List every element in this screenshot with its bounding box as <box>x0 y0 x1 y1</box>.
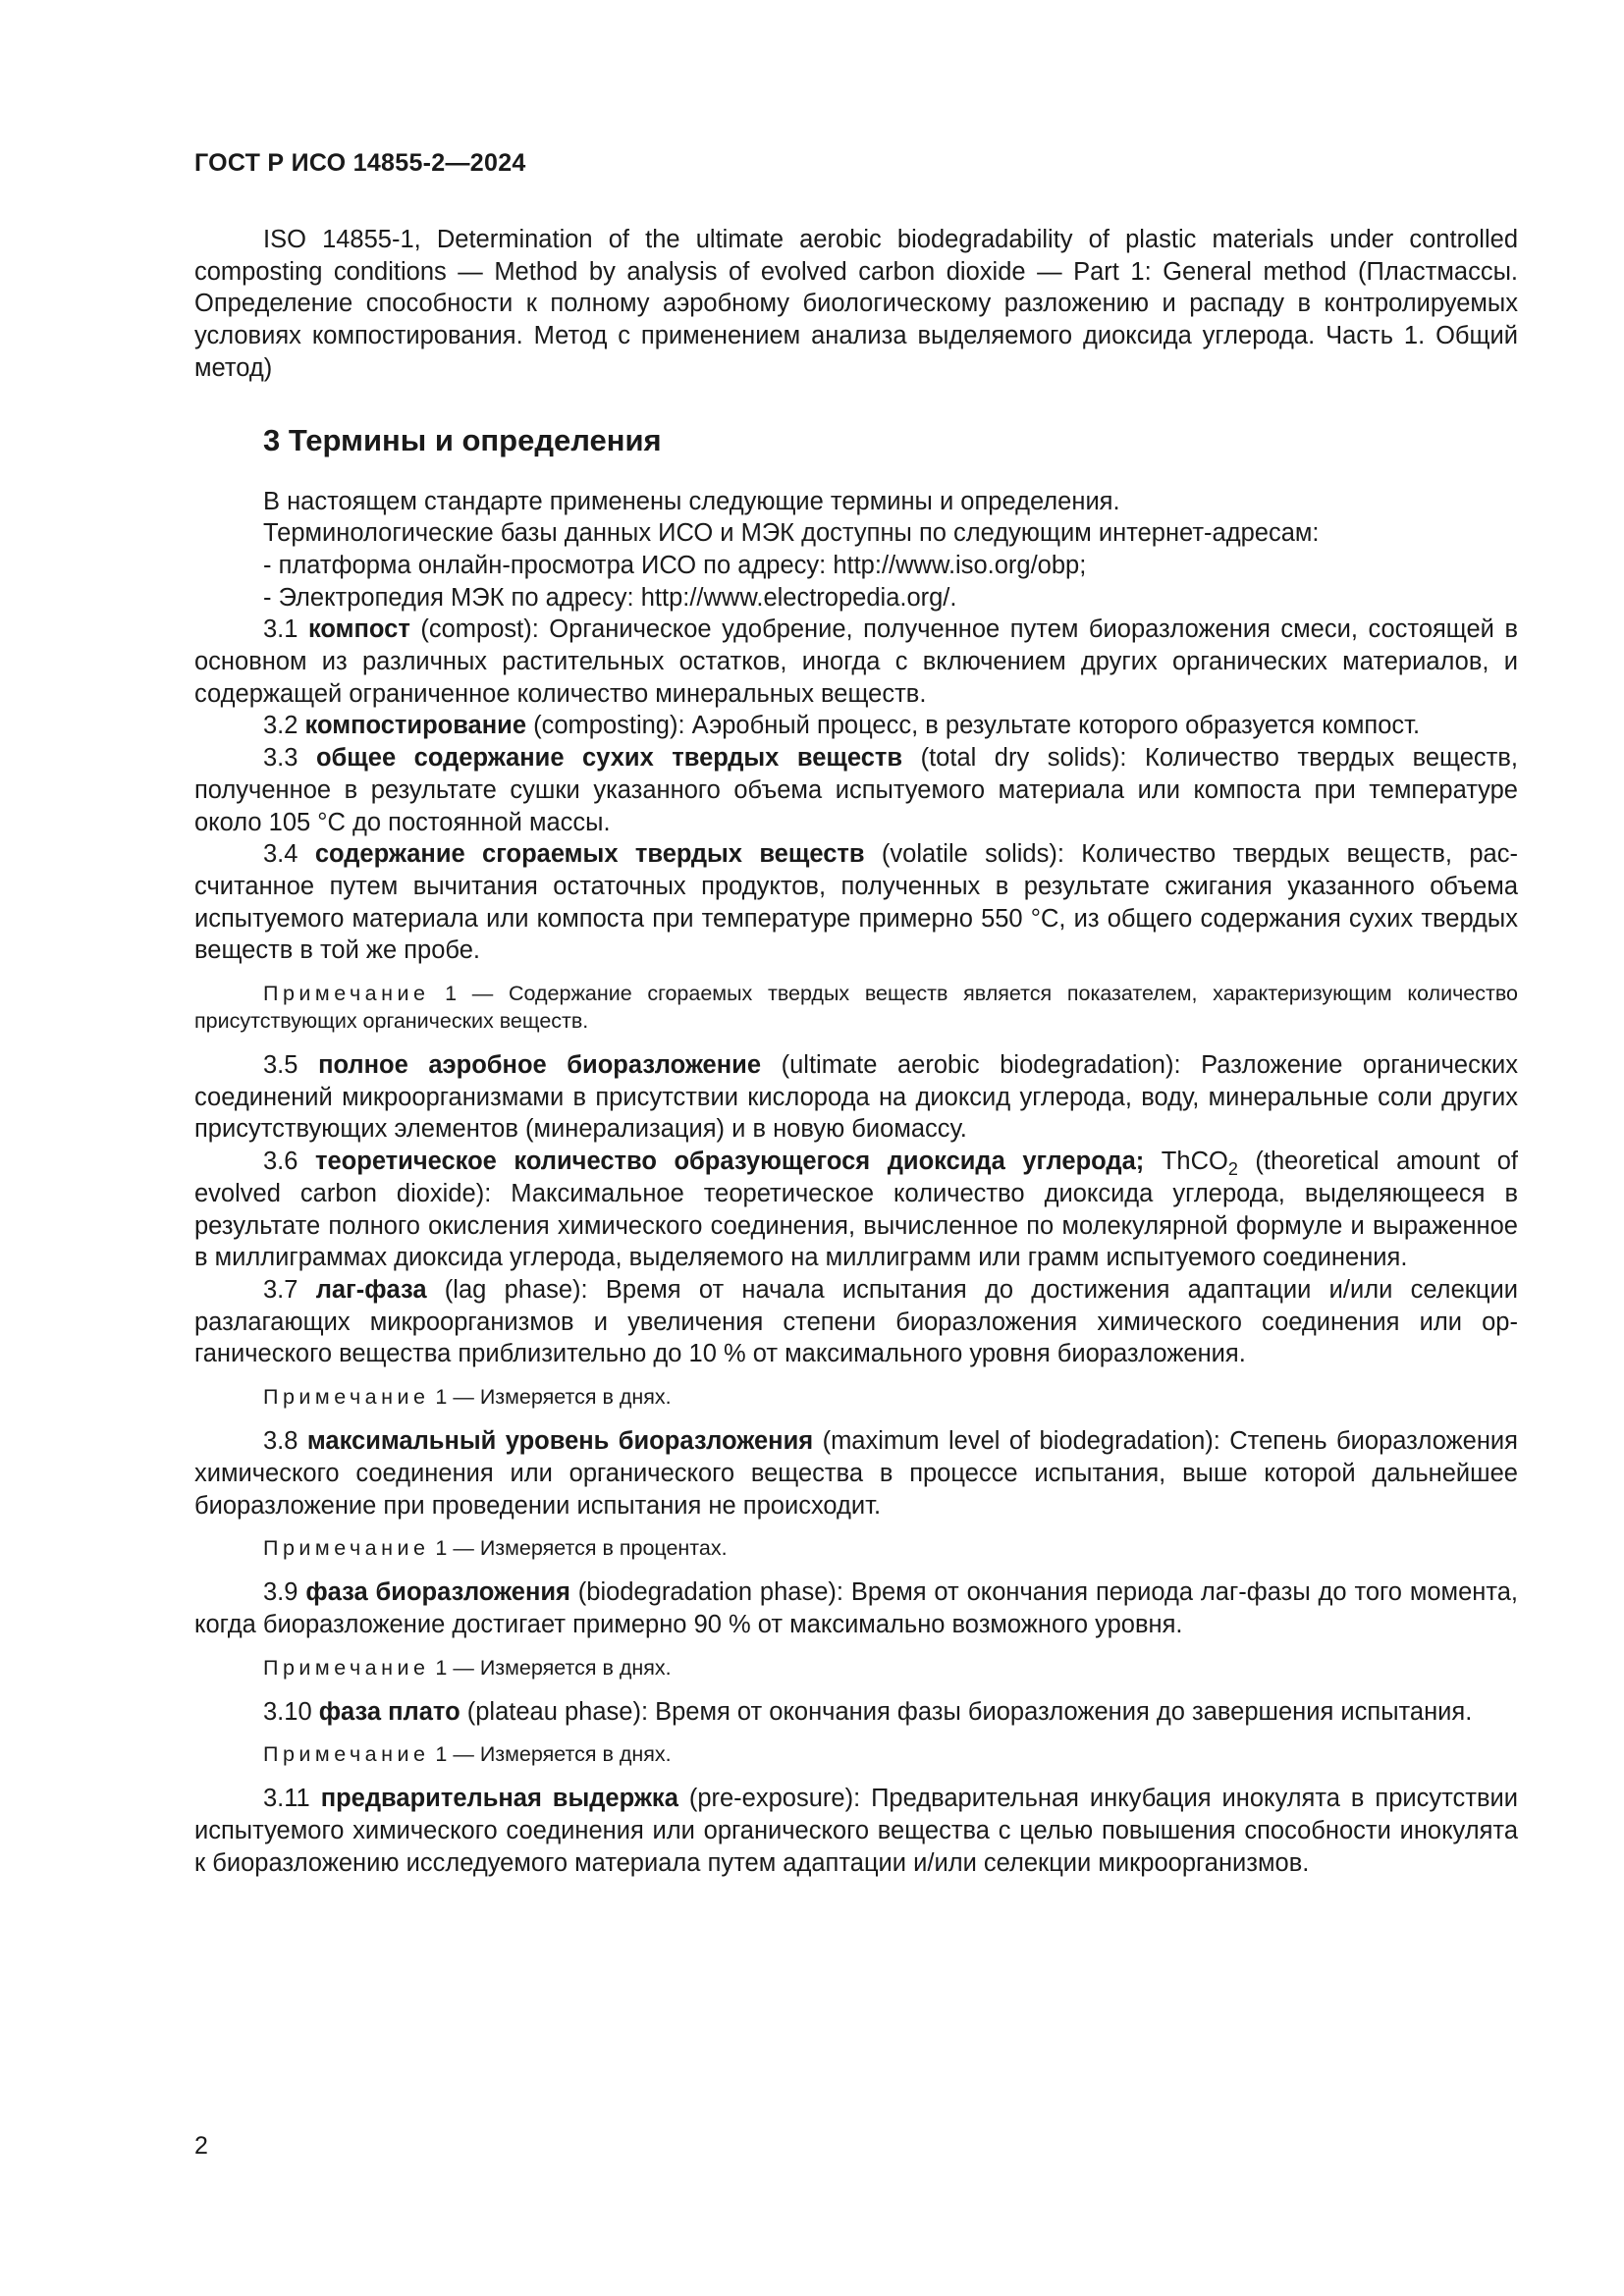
term-name: общее содержание сухих твердых веществ <box>315 744 903 773</box>
note-text: 1 — Содержание сгораемых твердых веществ является показателем, характеризующим количество присутствующих органических веществ. <box>194 982 1518 1034</box>
term-entry <box>194 1783 1518 1879</box>
note-label: Примечание <box>263 1536 430 1561</box>
note-label: Примечание <box>263 982 430 1006</box>
term-entry <box>194 1274 1518 1370</box>
term-entry <box>194 1696 1518 1729</box>
term-number: 3.10 <box>263 1697 319 1726</box>
term-number: 3.4 <box>263 840 315 869</box>
section-intro-databases: Терминологические базы данных ИСО и МЭК доступны по следующим интернет-адресам: <box>263 519 1320 548</box>
term-name: полное аэробное биоразложение <box>318 1051 761 1080</box>
document-body <box>194 224 1518 1879</box>
term-name: максимальный уровень биоразложения <box>306 1427 814 1456</box>
term-definition: (maximum level of biodegradation): Степень биоразложения химического соединения или органического вещества в процессе испытания, выше которой дальнейшее биоразложение при проведении испытания не происходит. <box>194 1427 1518 1520</box>
term-symbol: ThCO <box>1144 1148 1228 1176</box>
term-note <box>194 1740 1518 1768</box>
term-number: 3.8 <box>263 1427 307 1456</box>
term-definition: (compost): Органическое удобрение, полученное путем биоразложения смеси, состоящей в основном из различных растительных остатков, иногда с включением других органических материалов, и содержащей ограниченное количество минеральных веществ. <box>194 615 1518 708</box>
note-label: Примечание <box>263 1655 430 1680</box>
note-label: Примечание <box>263 1742 430 1767</box>
term-definition: (lag phase): Время от начала испытания до достижения адаптации и/или селекции разлагающих микроорганизмов и увеличения степени биоразложения химического соединения или органического вещества приблизительно до 10 % от максимального уровня биоразложения. <box>194 1275 1518 1368</box>
note-label: Примечание <box>263 1385 430 1410</box>
note-text: 1 — Измеряется в днях. <box>429 1742 672 1767</box>
term-entry <box>194 838 1518 967</box>
normative-reference: ISO 14855-1, Determination of the ultimate aerobic biodegradability of plastic materials under controlled composting conditions — Method by analysis of evolved carbon dioxide — Part 1: General method (Пластмассы. Определение способности к полному аэробному биологическому разложению и распаду в контролируемых условиях компостирования. Метод с применением анализа выделяемого диоксида углерода. Часть 1. Общий метод) <box>194 226 1518 382</box>
term-entry <box>194 1146 1518 1274</box>
term-entry <box>194 710 1518 742</box>
section-title: 3 Термины и определения <box>263 422 662 457</box>
term-number: 3.11 <box>263 1785 321 1813</box>
term-entry <box>194 1049 1518 1146</box>
term-entry <box>194 614 1518 710</box>
term-number: 3.5 <box>263 1051 319 1080</box>
term-entry <box>194 1425 1518 1522</box>
term-definition: (theoretical amount of evolved carbon dioxide): Максимальное теоретическое количество диоксида углерода, выделяющееся в результате полного окисления химического соединения, вычисленное по молекулярной формуле и выраженное в миллиграммах диоксида углерода, выделяемого на миллиграмм или грамм испытуемого соединения. <box>194 1148 1518 1272</box>
term-note <box>194 980 1518 1035</box>
term-entry <box>194 1576 1518 1640</box>
term-name: фаза биоразложения <box>305 1578 570 1607</box>
term-number: 3.2 <box>263 712 305 740</box>
term-number: 3.1 <box>263 615 308 644</box>
document-header: ГОСТ Р ИСО 14855-2—2024 <box>194 149 526 177</box>
note-text: 1 — Измеряется в днях. <box>429 1385 672 1410</box>
link-item-iso: - платформа онлайн-просмотра ИСО по адресу: http://www.iso.org/obp; <box>263 551 1087 579</box>
term-number: 3.9 <box>263 1578 306 1607</box>
term-note <box>194 1383 1518 1411</box>
term-definition: (ultimate aerobic biodegradation): Разложение органических соединений микроорганизмами в присутствии кислорода на диоксид углерода, воду, минеральные соли других присутствующих элементов (минерализация) и в новую биомассу. <box>194 1051 1518 1144</box>
term-symbol-subscript: 2 <box>1227 1159 1238 1180</box>
term-number: 3.6 <box>263 1148 316 1176</box>
term-definition: (biodegradation phase): Время от окончания периода лаг-фазы до того момента, когда биоразложение достигает примерно 90 % от максимально возможного уровня. <box>194 1578 1518 1638</box>
term-name: лаг-фаза <box>315 1275 427 1304</box>
term-name: компост <box>307 615 410 644</box>
term-name: теоретическое количество образующегося диоксида углерода; <box>315 1148 1145 1176</box>
note-text: 1 — Измеряется в процентах. <box>429 1536 728 1561</box>
term-definition: (plateau phase): Время от окончания фазы биоразложения до завершения испытания. <box>460 1697 1473 1726</box>
term-number: 3.7 <box>263 1275 316 1304</box>
term-definition: (total dry solids): Количество твердых веществ, полученное в результате сушки указанного объема испытуемого материала или компоста при температуре около 105 °С до постоянной массы. <box>194 744 1518 836</box>
page-number: 2 <box>194 2132 208 2160</box>
term-name: фаза плато <box>318 1697 460 1726</box>
term-name: предварительная выдержка <box>320 1785 678 1813</box>
term-note <box>194 1654 1518 1682</box>
term-definition: (pre-exposure): Предварительная инкубация инокулята в присутствии испытуемого химического соединения или органического вещества с целью повышения способности инокулята к биоразложению исследуемого материала путем адаптации и/или селекции микроорганизмов. <box>194 1785 1518 1877</box>
section-intro: В настоящем стандарте применены следующие термины и определения. <box>263 487 1120 515</box>
term-note <box>194 1534 1518 1562</box>
term-entry <box>194 742 1518 838</box>
note-text: 1 — Измеряется в днях. <box>429 1655 672 1680</box>
link-item-iec: - Электропедия МЭК по адресу: http://www.electropedia.org/. <box>263 583 957 612</box>
term-number: 3.3 <box>263 744 316 773</box>
term-definition: (volatile solids): Количество твердых веществ, рассчитанное путем вычитания остаточных продуктов, полученных в результате сжигания указанного объема испытуемого материала или компоста при температуре примерно 550 °С, из общего содержания сухих твердых веществ в той же пробе. <box>194 840 1518 965</box>
term-name: компостирование <box>304 712 527 740</box>
term-name: содержание сгораемых твердых веществ <box>314 840 865 869</box>
term-definition: (composting): Аэробный процесс, в результате которого образуется компост. <box>526 712 1421 740</box>
